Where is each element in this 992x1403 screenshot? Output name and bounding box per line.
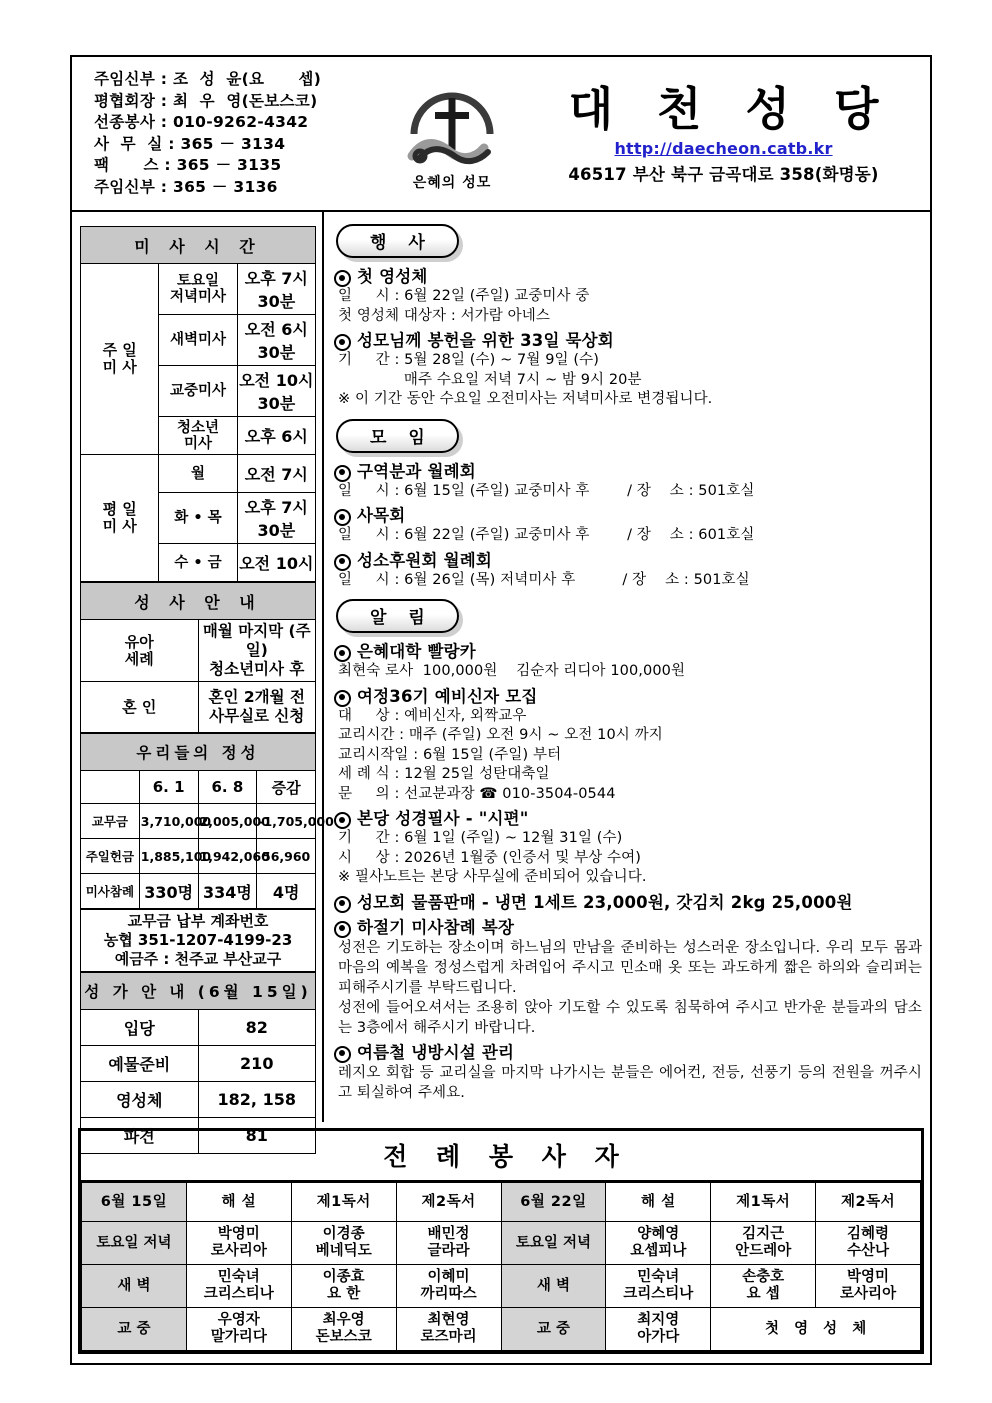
server-baptismal-name: 로사리아: [840, 1286, 897, 1302]
mass-name: 새벽미사: [159, 315, 237, 366]
notice-title: 본당 성경필사 - "시편": [357, 809, 529, 828]
server-name: 김혜령: [847, 1226, 890, 1242]
notice-item: [334, 686, 922, 805]
servers-time-label: 새 벽: [501, 1265, 606, 1308]
server-name: 양혜영: [637, 1226, 680, 1242]
meeting-title: 성소후원회 월례회: [357, 550, 493, 570]
servers-col-second-reading: 제2독서: [396, 1183, 501, 1222]
bullet-icon: [334, 690, 351, 707]
mass-name: 토요일 저녁미사: [159, 264, 237, 315]
event-title-row: [334, 330, 922, 351]
server-cell: [396, 1308, 501, 1351]
offering-value: 3,710,000: [139, 804, 198, 839]
meeting-title-row: [334, 461, 922, 482]
hymn-table: [80, 972, 316, 1154]
server-name: 민숙녀: [637, 1269, 680, 1285]
offering-col-change: 증감: [257, 771, 316, 804]
offering-value: 1,942,060: [198, 839, 257, 874]
server-name: 이경종: [322, 1226, 365, 1242]
event-line: 일 시 : 6월 22일 (주일) 교중미사 중: [338, 288, 590, 304]
server-cell: [291, 1222, 396, 1265]
mass-time: 오후 7시 30분: [237, 264, 315, 315]
mass-time: 오전 6시 30분: [237, 315, 315, 366]
server-baptismal-name: 말가리다: [210, 1329, 267, 1345]
notice-line: 세 례 식 : 12월 25일 성탄대축일: [338, 766, 550, 782]
meeting-title-row: [334, 550, 922, 571]
event-title: 첫 영성체: [357, 267, 428, 286]
table-row: [81, 804, 316, 839]
contact-line: 선종봉사 : 010-9262-4342: [94, 113, 309, 131]
server-name: 이혜미: [427, 1269, 470, 1285]
parish-title-block: [527, 57, 930, 210]
bullet-icon: [334, 921, 351, 938]
notice-line: 교리시작일 : 6월 15일 (주일) 부터: [338, 746, 562, 763]
server-baptismal-name: 로사리아: [210, 1243, 267, 1259]
server-baptismal-name: 아가다: [637, 1329, 680, 1345]
spacer: [334, 410, 922, 419]
hymn-number: 210: [198, 1046, 316, 1082]
server-baptismal-name: 크리스티나: [623, 1286, 694, 1302]
notice-title-row: [334, 917, 922, 938]
servers-col-commentator: 해 설: [606, 1183, 711, 1222]
servers-time-label: 교 중: [501, 1308, 606, 1351]
event-title: 성모님께 봉헌을 위한 33일 묵상회: [357, 331, 614, 350]
offering-value: 334명: [198, 874, 257, 909]
server-name: 최현영: [427, 1312, 470, 1328]
offering-col-date2: 6. 8: [198, 771, 257, 804]
notice-title: 성모회 물품판매 - 냉면 1세트 23,000원, 갓김치 2kg 25,000원: [357, 892, 853, 912]
contact-line: 주임신부 : 조 성 윤(요 셉): [94, 70, 322, 88]
offering-col-date1: 6. 1: [139, 771, 198, 804]
table-row: [81, 839, 316, 874]
account-line: 예금주 : 천주교 부산교구: [114, 950, 282, 968]
church-website-link[interactable]: http://daecheon.catb.kr: [614, 138, 833, 158]
notice-title: 은혜대학 빨랑카: [357, 642, 476, 661]
servers-date-right: 6월 22일: [501, 1183, 606, 1222]
table-row: [82, 1265, 921, 1308]
mass-name: 화 • 목: [159, 493, 237, 544]
server-baptismal-name: 까리따스: [420, 1286, 477, 1302]
offering-value: -1,705,000: [257, 804, 316, 839]
contact-line: 평협회장 : 최 우 영(돈보스코): [94, 91, 318, 110]
mass-time: 오전 10시 30분: [237, 366, 315, 417]
hymn-label: 파견: [81, 1118, 199, 1154]
bullet-icon: [334, 896, 351, 913]
mass-schedule-title: 미 사 시 간: [81, 227, 316, 264]
parish-contact-block: [72, 57, 377, 210]
notice-item: [334, 641, 922, 682]
account-info: [81, 910, 316, 972]
bullet-icon: [334, 1046, 351, 1063]
server-name: 우영자: [217, 1312, 260, 1328]
servers-time-label: 새 벽: [82, 1265, 187, 1308]
mass-schedule-table: [80, 226, 316, 582]
table-row: [81, 1046, 316, 1082]
mass-name: 월: [159, 455, 237, 493]
bullet-icon: [334, 334, 351, 351]
event-line: 매주 수요일 저녁 7시 ~ 밤 9시 20분: [338, 371, 642, 388]
servers-time-label: 토요일 저녁: [82, 1222, 187, 1265]
server-baptismal-name: 크리스티나: [203, 1286, 274, 1302]
event-line: ※ 이 기간 동안 수요일 오전미사는 저녁미사로 변경됩니다.: [338, 391, 713, 407]
server-name: 김지근: [742, 1226, 785, 1242]
server-cell: [606, 1222, 711, 1265]
server-cell: [186, 1308, 291, 1351]
sacrament-title: 성 사 안 내: [81, 583, 316, 620]
madonna-of-grace-logo-icon: [404, 82, 500, 170]
server-cell: [606, 1265, 711, 1308]
servers-col-first-reading: 제1독서: [711, 1183, 816, 1222]
church-address: 46517 부산 북구 금곡대로 358(화명동): [568, 164, 879, 184]
notice-title: 여름철 냉방시설 관리: [357, 1042, 515, 1062]
notice-line: 기 간 : 6월 1일 (주일) ~ 12월 31일 (수): [338, 830, 623, 846]
server-cell: [711, 1222, 816, 1265]
server-cell: [396, 1265, 501, 1308]
first-communion-note: 첫 영 성 체: [711, 1308, 921, 1351]
server-baptismal-name: 돈보스코: [315, 1329, 372, 1345]
event-item: [334, 330, 922, 410]
table-row: [82, 1222, 921, 1265]
offering-value: 330명: [139, 874, 198, 909]
server-cell: [606, 1308, 711, 1351]
weekday-mass-label: 평 일 미 사: [81, 455, 159, 582]
server-name: 이종효: [322, 1269, 365, 1285]
contact-line: 사 무 실 : 365 － 3134: [94, 134, 286, 153]
notice-title-row: [334, 808, 922, 829]
mass-time: 오후 7시 30분: [237, 493, 315, 544]
account-table: [80, 909, 316, 972]
notice-line-contact: 문 의 : 선교분과장 ☎ 010-3504-0544: [338, 785, 616, 802]
server-baptismal-name: 요셉피나: [630, 1243, 687, 1259]
offering-row-label: 미사참례: [81, 874, 140, 909]
account-line: 교무금 납부 계좌번호: [127, 912, 269, 930]
server-cell: [291, 1265, 396, 1308]
server-baptismal-name: 안드레아: [735, 1243, 792, 1259]
mass-time: 오전 7시: [237, 455, 315, 493]
meeting-line: 일 시 : 6월 26일 (목) 저녁미사 후 / 장 소 : 501호실: [338, 571, 750, 588]
event-line: 기 간 : 5월 28일 (수) ~ 7월 9일 (수): [338, 352, 599, 368]
servers-table: [81, 1182, 921, 1351]
sacrament-label: 유아 세례: [81, 620, 199, 682]
offering-value: 1,885,100: [139, 839, 198, 874]
notice-line: 시 상 : 2026년 1월중 (인증서 및 부상 수여): [338, 849, 642, 866]
notice-title: 하절기 미사참례 복장: [357, 917, 515, 937]
server-name: 손충호: [742, 1269, 785, 1285]
notice-line: 최현숙 로사 100,000원 김순자 리디아 100,000원: [338, 663, 686, 679]
server-baptismal-name: 글라라: [427, 1243, 470, 1259]
sacrament-label: 혼 인: [81, 682, 199, 733]
server-cell: [186, 1265, 291, 1308]
bullet-icon: [334, 554, 351, 571]
offering-row-label: 주일헌금: [81, 839, 140, 874]
notice-paragraph: 성전에 들어오셔서는 조용히 앉아 기도할 수 있도록 침묵하여 주시고 반가운 분들과의 담소는 3층에서 해주시기 바랍니다.: [338, 999, 922, 1036]
sacrament-table: [80, 582, 316, 733]
offering-col-blank: [81, 771, 140, 804]
server-baptismal-name: 베네딕도: [315, 1243, 372, 1259]
server-cell: [396, 1222, 501, 1265]
event-item: [334, 266, 922, 326]
bulletin-header: [72, 57, 930, 212]
meeting-item: [334, 461, 922, 502]
hymn-number: 182, 158: [198, 1082, 316, 1118]
notice-title-row: [334, 1042, 922, 1063]
servers-time-label: 토요일 저녁: [501, 1222, 606, 1265]
notice-line: 대 상 : 예비신자, 외짝교우: [338, 707, 527, 724]
sacrament-value: 혼인 2개월 전 사무실로 신청: [198, 682, 316, 733]
meeting-title: 구역분과 월례회: [357, 461, 476, 481]
meeting-item: [334, 550, 922, 591]
bullet-icon: [334, 645, 351, 662]
bullet-icon: [334, 465, 351, 482]
contact-line: 팩 스 : 365 － 3135: [94, 156, 282, 174]
server-name: 민숙녀: [217, 1269, 260, 1285]
server-cell: [291, 1308, 396, 1351]
server-name: 최지영: [637, 1312, 680, 1328]
notice-line: 교리시간 : 매주 (주일) 오전 9시 ~ 오전 10시 까지: [338, 727, 663, 743]
hymn-label: 예물준비: [81, 1046, 199, 1082]
church-name: 대 천 성 당: [568, 81, 893, 136]
mass-name: 수 • 금: [159, 544, 237, 582]
section-badge-meetings: 모 임: [336, 419, 459, 453]
meeting-title: 사목회: [357, 506, 406, 525]
notice-item: [334, 1042, 922, 1103]
servers-col-commentator: 해 설: [186, 1183, 291, 1222]
server-cell: [186, 1222, 291, 1265]
server-baptismal-name: 요 한: [327, 1286, 361, 1302]
mass-time: 오후 6시: [237, 417, 315, 455]
section-badge-notices: 알 림: [336, 599, 459, 633]
contact-line: 주임신부 : 365 － 3136: [94, 177, 278, 196]
liturgical-servers-box: [78, 1128, 924, 1354]
offering-value: 2,005,000: [198, 804, 257, 839]
hymn-title: 성 가 안 내 (6월 15일): [81, 973, 316, 1010]
server-baptismal-name: 로즈마리: [420, 1329, 477, 1345]
table-row: [81, 874, 316, 909]
meeting-line: 일 시 : 6월 22일 (주일) 교중미사 후 / 장 소 : 601호실: [338, 527, 755, 543]
section-badge-events: 행 사: [336, 224, 459, 258]
meeting-item: [334, 505, 922, 546]
server-cell: [816, 1222, 921, 1265]
offering-title: 우리들의 정성: [81, 734, 316, 771]
server-name: 배민정: [427, 1226, 470, 1242]
mass-time: 오전 10시: [237, 544, 315, 582]
left-column: [72, 212, 334, 1146]
account-line: 농협 351-1207-4199-23: [103, 931, 293, 949]
servers-header-row: [82, 1183, 921, 1222]
main-content: [72, 212, 930, 1146]
hymn-number: 81: [198, 1118, 316, 1154]
event-line: 첫 영성체 대상자 : 서가람 아네스: [338, 307, 550, 324]
notice-title-row: [334, 892, 922, 913]
servers-date-left: 6월 15일: [82, 1183, 187, 1222]
notice-title-row: [334, 686, 922, 707]
right-column: [324, 212, 930, 1122]
table-row: [81, 1010, 316, 1046]
table-row: [82, 1308, 921, 1351]
logo-caption: 은혜의 성모: [412, 174, 492, 191]
offering-value: 56,960: [257, 839, 316, 874]
notice-title: 여정36기 예비신자 모집: [357, 686, 538, 706]
notice-item: [334, 892, 922, 913]
servers-col-second-reading: 제2독서: [816, 1183, 921, 1222]
notice-line: ※ 필사노트는 본당 사무실에 준비되어 있습니다.: [338, 869, 647, 885]
mass-name: 교중미사: [159, 366, 237, 417]
offering-value: 4명: [257, 874, 316, 909]
hymn-label: 입당: [81, 1010, 199, 1046]
bullet-icon: [334, 270, 351, 287]
offering-table: [80, 733, 334, 909]
notice-title-row: [334, 641, 922, 662]
notice-paragraph: 레지오 회합 등 교리실을 마지막 나가시는 분들은 에어컨, 전등, 선풍기 등의 전원을 꺼주시고 퇴실하여 주세요.: [338, 1064, 922, 1101]
parish-logo-block: [377, 57, 527, 210]
server-cell: [816, 1265, 921, 1308]
spacer: [334, 590, 922, 599]
notice-item: [334, 808, 922, 888]
meeting-line: 일 시 : 6월 15일 (주일) 교중미사 후 / 장 소 : 501호실: [338, 482, 755, 499]
event-title-row: [334, 266, 922, 287]
bullet-icon: [334, 812, 351, 829]
notice-item: [334, 917, 922, 1038]
server-baptismal-name: 수산나: [847, 1243, 890, 1259]
hymn-label: 영성체: [81, 1082, 199, 1118]
server-name: 최우영: [322, 1312, 365, 1328]
notice-paragraph: 성전은 기도하는 장소이며 하느님의 만남을 준비하는 성스러운 장소입니다. 우리 모두 몸과 마음의 예복을 정성스럽게 차려입어 주시고 민소매 옷 또는 과도하게 짧은 하의와 슬리퍼는 피해주시기를 부탁드립니다.: [338, 939, 922, 996]
servers-time-label: 교 중: [82, 1308, 187, 1351]
offering-row-label: 교무금: [81, 804, 140, 839]
hymn-number: 82: [198, 1010, 316, 1046]
server-name: 박영미: [847, 1269, 890, 1285]
bullet-icon: [334, 509, 351, 526]
meeting-title-row: [334, 505, 922, 526]
table-row: [81, 1082, 316, 1118]
sacrament-value: 매월 마지막 (주일) 청소년미사 후: [198, 620, 316, 682]
server-cell: [711, 1265, 816, 1308]
server-baptismal-name: 요 셉: [746, 1286, 780, 1302]
sunday-mass-label: 주 일 미 사: [81, 264, 159, 455]
mass-name: 청소년 미사: [159, 417, 237, 455]
servers-col-first-reading: 제1독서: [291, 1183, 396, 1222]
servers-title: 전 례 봉 사 자: [81, 1131, 921, 1182]
server-name: 박영미: [217, 1226, 260, 1242]
